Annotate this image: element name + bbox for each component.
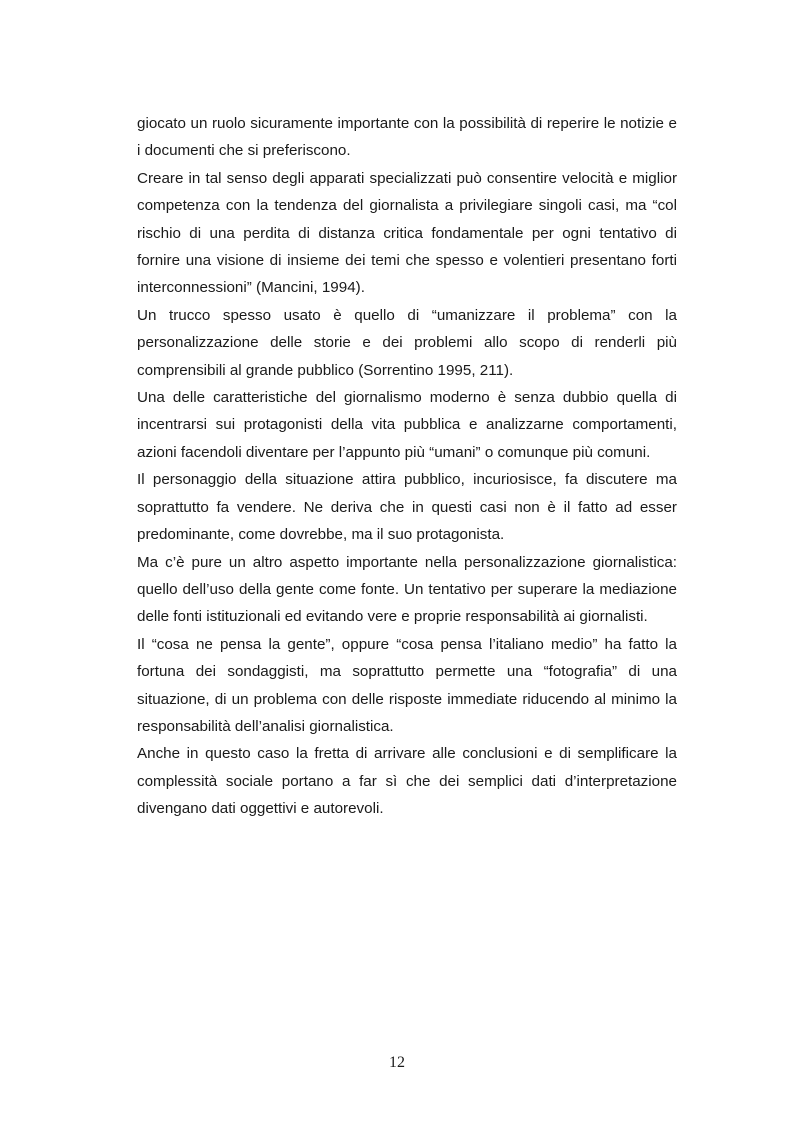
paragraph-5: Il personaggio della situazione attira pubblico, incuriosisce, fa discutere ma soprattutto fa vendere. Ne deriva che in questi casi non è il fatto ad esser predominante, come dovrebbe, ma il suo protagonista. (137, 471, 677, 544)
paragraph-1: giocato un ruolo sicuramente importante con la possibilità di reperire le notizie e i documenti che si preferiscono. (137, 115, 677, 160)
body-text (137, 110, 677, 823)
paragraph-6: Ma c’è pure un altro aspetto importante nella personalizzazione giornalistica: quello dell’uso della gente come fonte. Un tentativo per superare la mediazione delle fonti istituzionali ed evitando vere e proprie responsabilità ai giornalisti. (137, 553, 677, 626)
page-number: 12 (389, 1054, 405, 1071)
paragraph-2: Creare in tal senso degli apparati specializzati può consentire velocità e miglior competenza con la tendenza del giornalista a privilegiare singoli casi, ma “col rischio di una perdita di distanza critica fondamentale per ogni tentativo di fornire una visione di insieme dei temi che spesso e volentieri presentano forti interconnessioni” (Mancini, 1994). (137, 169, 677, 297)
paragraph-3: Un trucco spesso usato è quello di “umanizzare il problema” con la personalizzazione delle storie e dei problemi allo scopo di renderli più comprensibili al grande pubblico (Sorrentino 1995, 211). (137, 306, 677, 379)
paragraph-4: Una delle caratteristiche del giornalismo moderno è senza dubbio quella di incentrarsi sui protagonisti della vita pubblica e analizzarne comportamenti, azioni facendoli diventare per l’appunto più “umani” o comunque più comuni. (137, 389, 677, 461)
paragraph-8: Anche in questo caso la fretta di arrivare alle conclusioni e di semplificare la complessità sociale portano a far sì che dei semplici dati d’interpretazione divengano dati oggettivi e autorevoli. (137, 745, 677, 818)
paragraph-7: Il “cosa ne pensa la gente”, oppure “cosa pensa l’italiano medio” ha fatto la fortuna dei sondaggisti, ma soprattutto permette una “fotografia” di una situazione, di un problema con delle risposte immediate riducendo al minimo la responsabilità dell’analisi giornalistica. (137, 635, 677, 735)
